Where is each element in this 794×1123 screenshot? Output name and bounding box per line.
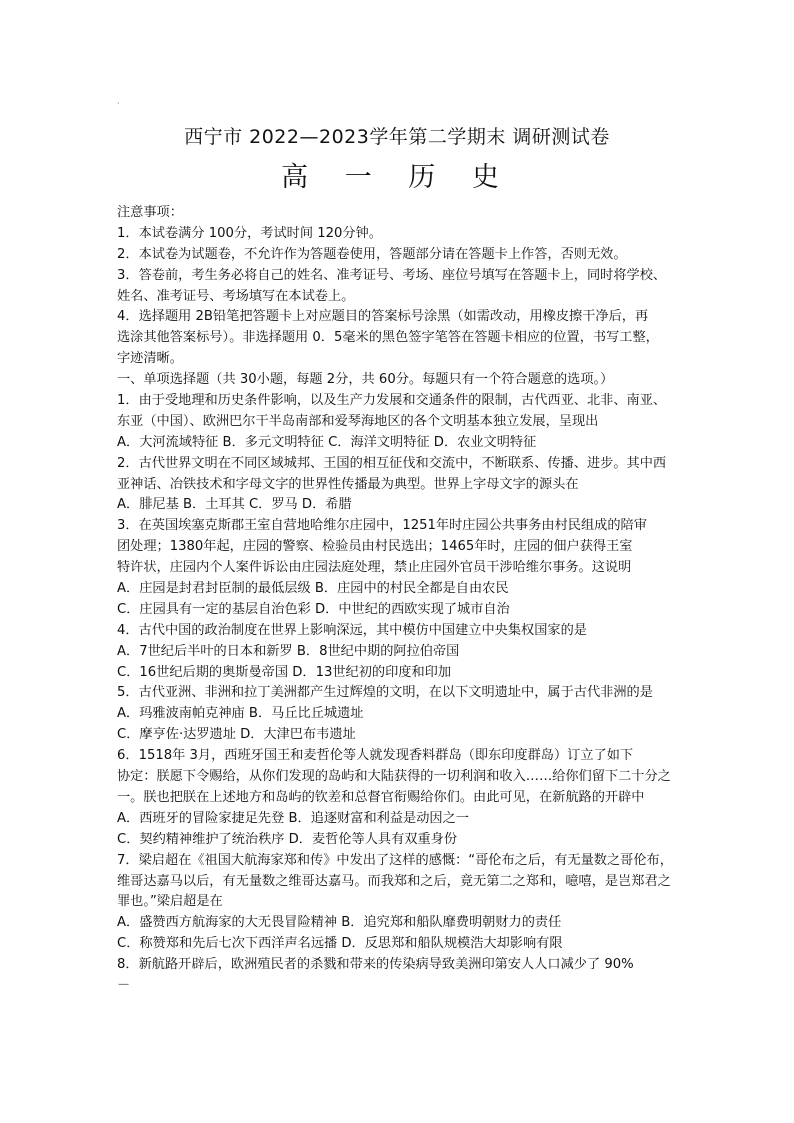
- question-7-cont: 罪也。”梁启超是在: [117, 894, 223, 910]
- exam-subject: 高 一 历 史: [281, 162, 513, 193]
- question-6-options-cd: C．契约精神维护了统治秩序 D．麦哲伦等人具有双重身份: [117, 831, 458, 847]
- notice-item-4-cont: 选涂其他答案标号）。非选择题用 0．5毫米的黑色签字笔答在答题卡相应的位置，书写工整，: [117, 330, 659, 346]
- question-5: 5．古代亚洲、非洲和拉丁美洲都产生过辉煌的文明，在以下文明遗址中，属于古代非洲的是: [117, 685, 653, 701]
- question-6: 6．1518年 3月，西班牙国王和麦哲伦等人就发现香料群岛（即东印度群岛）订立了如下: [117, 748, 634, 764]
- question-2-cont: 亚神话、冶铁技术和字母文字的世界性传播最为典型。世界上字母文字的源头在: [117, 476, 579, 492]
- question-5-options-ab: A．玛雅波南帕克神庙 B．马丘比丘城遗址: [117, 706, 364, 722]
- question-3-options-cd: C．庄园具有一定的基层自治色彩 D．中世纪的西欧实现了城市自治: [117, 601, 510, 617]
- question-2-options: A．腓尼基 B．土耳其 C．罗马 D．希腊: [117, 497, 352, 513]
- question-3-cont: 团处理；1380年起，庄园的警察、检验员由村民选出；1465年时，庄园的佃户获得王室: [117, 539, 633, 555]
- section-heading: 一、单项选择题（共 30小题，每题 2分，共 60分。每题只有一个符合题意的选项。）: [117, 372, 614, 388]
- question-6-options-ab: A．西班牙的冒险家捷足先登 B．追逐财富和利益是动因之一: [117, 810, 469, 826]
- question-8: 8．新航路开辟后，欧洲殖民者的杀戮和带来的传染病导致美洲印第安人人口减少了 90%: [117, 957, 634, 973]
- notice-item-2: 2．本试卷为试题卷，不允许作为答题卷使用，答题部分请在答题卡上作答，否则无效。: [117, 246, 627, 262]
- question-2: 2．古代世界文明在不同区域城邦、王国的相互征伐和交流中，不断联系、传播、进步。其中西: [117, 455, 667, 471]
- exam-title: 西宁市 2022—2023学年第二学期末 调研测试卷: [184, 126, 610, 148]
- question-4-options-ab: A．7世纪后半叶的日本和新罗 B．8世纪中期的阿拉伯帝国: [117, 643, 460, 659]
- question-1: 1．由于受地理和历史条件影响，以及生产力发展和交通条件的限制，古代西亚、北非、南亚、: [117, 393, 667, 409]
- notice-item-3-cont: 姓名、准考证号、考场填写在本试卷上。: [117, 288, 355, 304]
- question-3: 3．在英国埃塞克斯郡王室自营地哈维尔庄园中，1251年时庄园公共事务由村民组成的陪审: [117, 518, 647, 534]
- notice-heading: 注意事项：: [117, 205, 183, 220]
- question-4-options-cd: C．16世纪后期的奥斯曼帝国 D．13世纪初的印度和印加: [117, 664, 452, 680]
- question-7-options-cd: C．称赞郑和先后七次下西洋声名远播 D．反思郑和船队规模浩大却影响有限: [117, 936, 563, 952]
- notice-item-4: 4．选择题用 2B铅笔把答题卡上对应题目的答案标号涂黑（如需改动，用橡皮擦干净后，再: [117, 309, 649, 325]
- question-7-options-ab: A．盛赞西方航海家的大无畏冒险精神 B．追究郑和船队靡费明朝财力的责任: [117, 915, 562, 931]
- notice-item-1: 1．本试卷满分 100分，考试时间 120分钟。: [117, 225, 382, 241]
- question-3-cont: 特许状，庄园内个人案件诉讼由庄园法庭处理，禁止庄园外官员干涉哈维尔事务。这说明: [117, 560, 632, 576]
- question-8-cont: －: [117, 977, 131, 993]
- question-3-options-ab: A．庄园是封君封臣制的最低层级 B．庄园中的村民全都是自由农民: [117, 581, 509, 597]
- question-5-options-cd: C．摩亨佐·达罗遗址 D．大津巴布韦遗址: [117, 727, 356, 743]
- question-6-cont: 一。朕也把朕在上述地方和岛屿的钦差和总督官衔赐给你们。由此可见，在新航路的开辟中: [117, 789, 645, 805]
- exam-content: [117, 203, 687, 997]
- question-7-cont: 维哥达嘉马以后，有无量数之维哥达嘉马。而我郑和之后，竟无第二之郑和，噫嘻，是岂郑君之: [117, 873, 671, 889]
- page-mark: ·: [117, 99, 120, 108]
- question-7: 7．梁启超在《祖国大航海家郑和传》中发出了这样的感慨：“哥伦布之后，有无量数之哥伦布，: [117, 852, 673, 868]
- question-4: 4．古代中国的政治制度在世界上影响深远，其中模仿中国建立中央集权国家的是: [117, 622, 587, 638]
- question-6-cont: 协定：朕愿下令赐给，从你们发现的岛屿和大陆获得的一切利润和收入……给你们留下二十分之: [117, 769, 671, 785]
- notice-item-3: 3．答卷前，考生务必将自己的姓名、准考证号、考场、座位号填写在答题卡上，同时将学校、: [117, 267, 667, 283]
- notice-item-4-cont: 字迹清晰。: [117, 351, 183, 367]
- question-1-cont: 东亚（中国）、欧洲巴尔干半岛南部和爱琴海地区的各个文明基本独立发展，呈现出: [117, 413, 599, 429]
- question-1-options: A．大河流域特征 B．多元文明特征 C．海洋文明特征 D．农业文明特征: [117, 434, 537, 450]
